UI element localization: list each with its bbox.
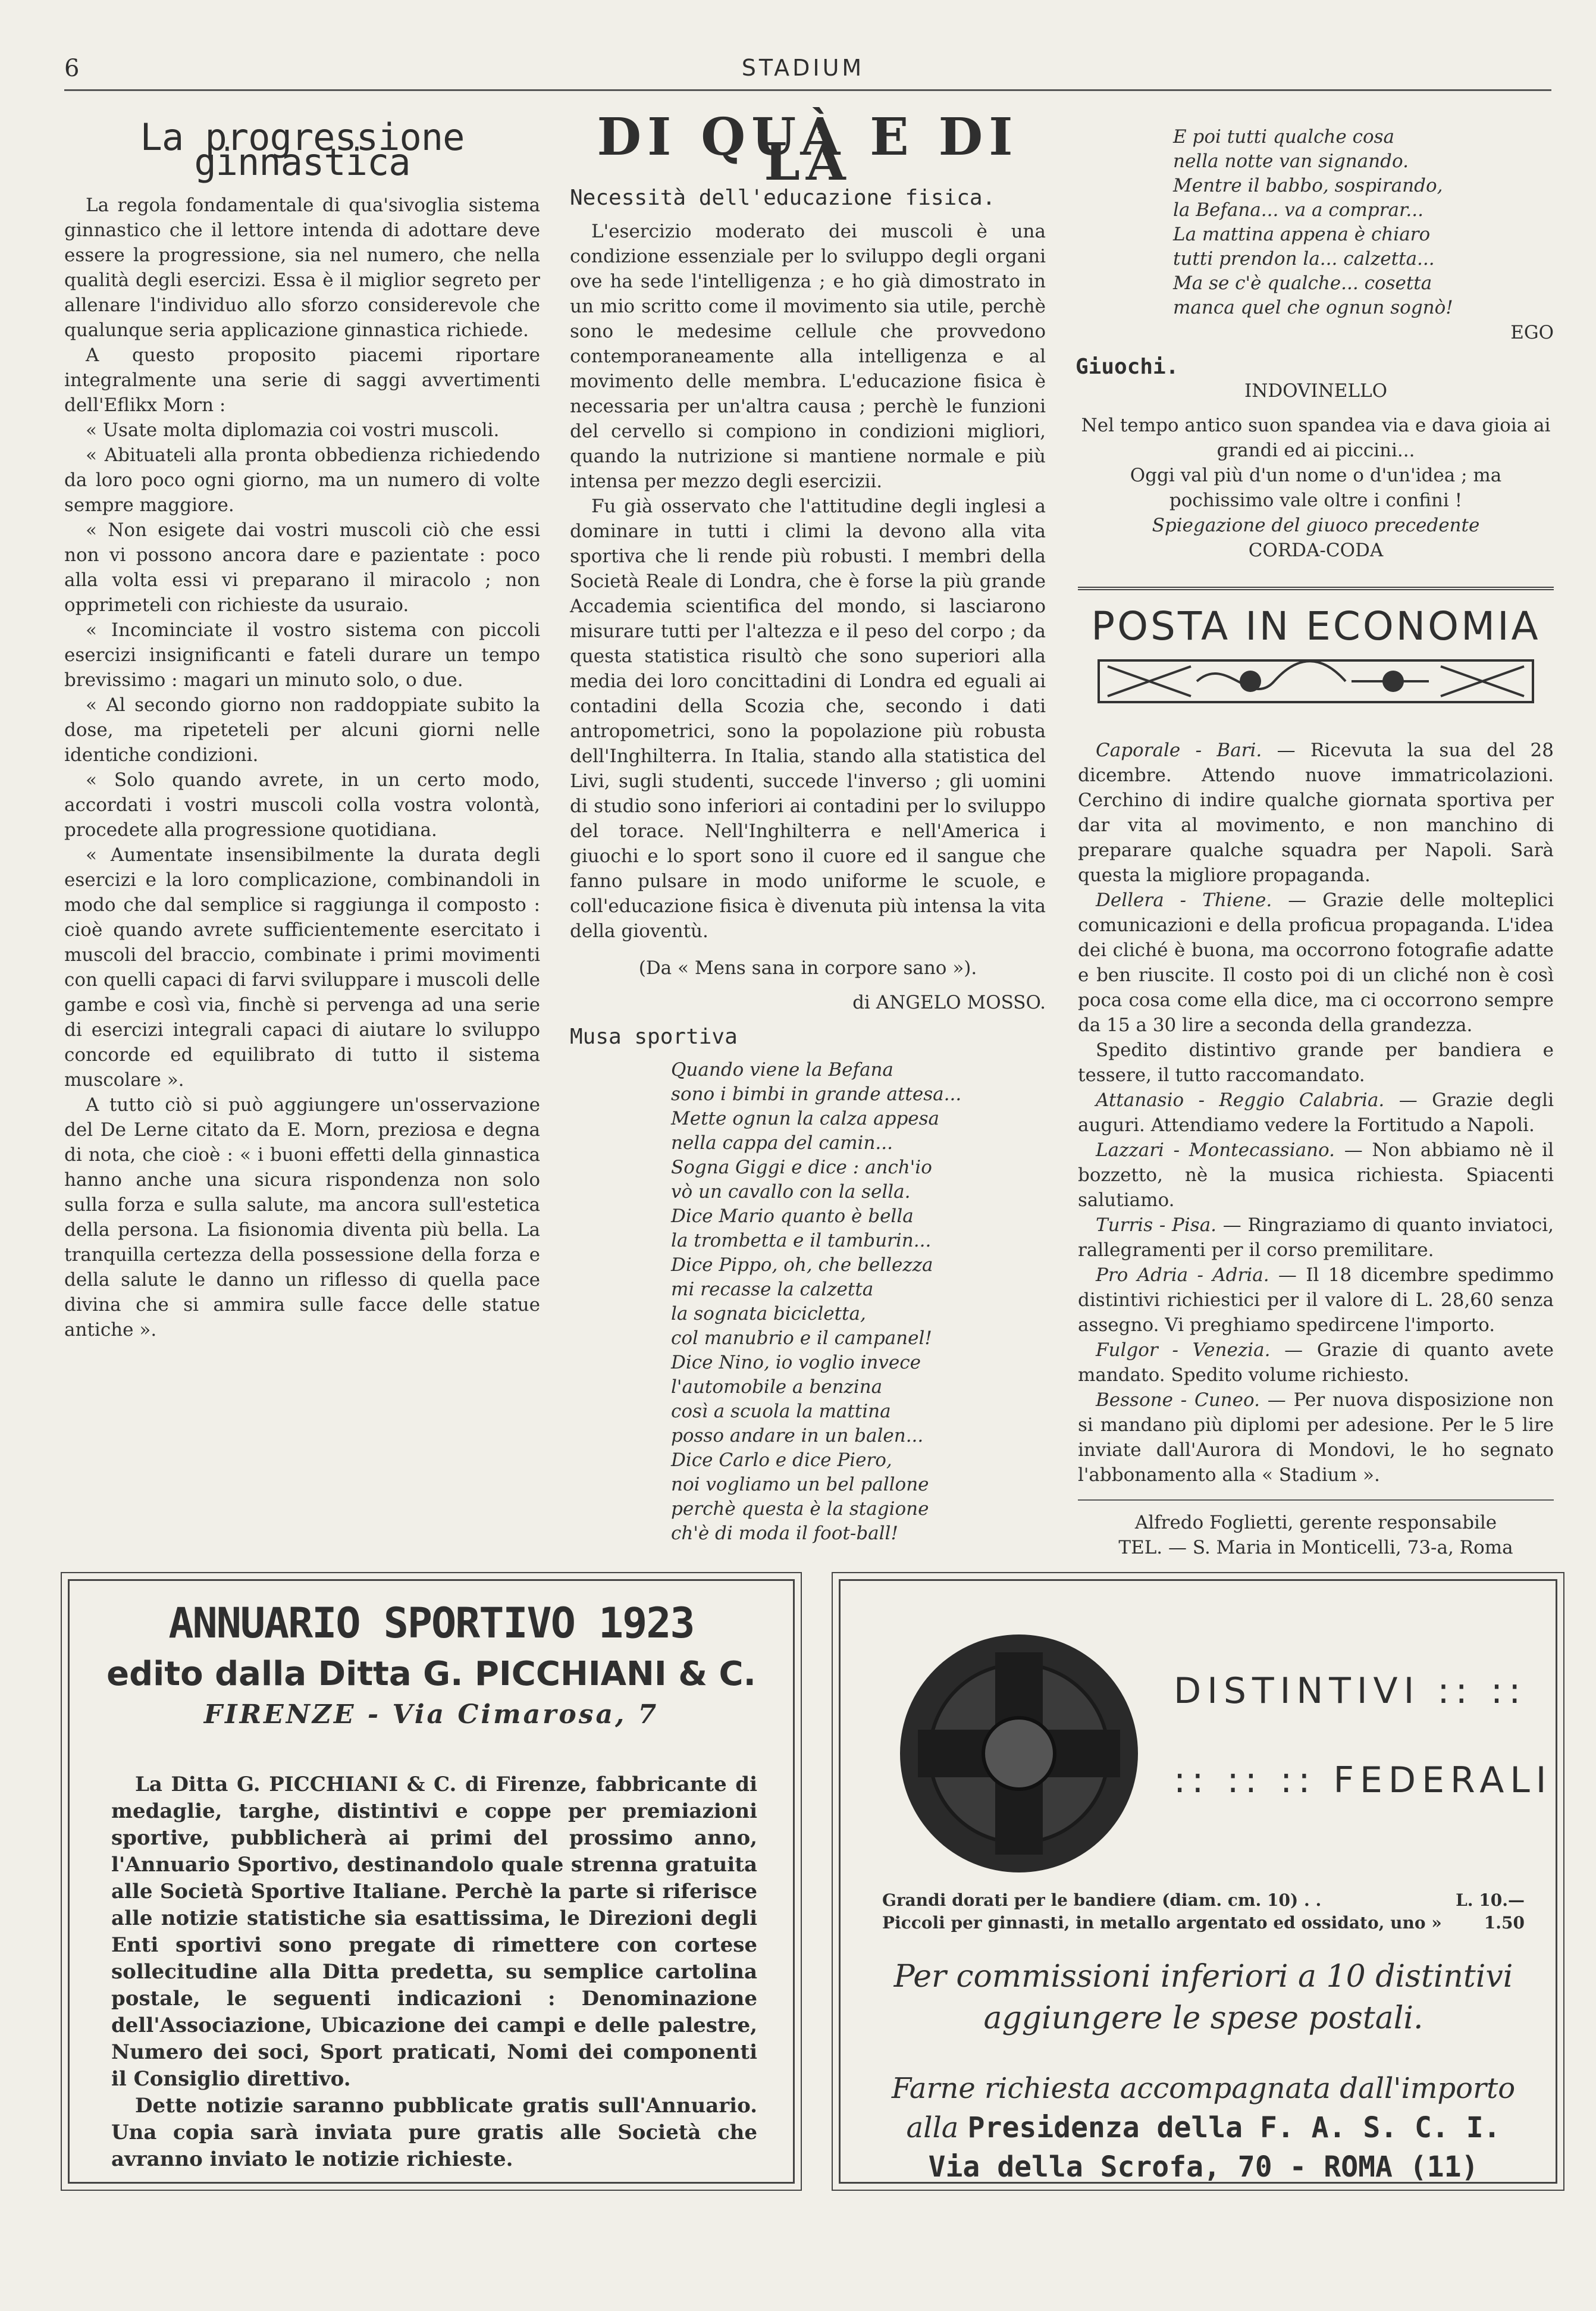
manager-credit: Alfredo Foglietti, gerente responsabile (1078, 1499, 1554, 1535)
price-list (882, 1889, 1525, 1934)
poem-line: Dice Carlo e dice Piero, (671, 1449, 892, 1471)
ad-line-federali: :: :: :: FEDERALI (1174, 1759, 1553, 1801)
paragraph: La regola fondamentale di qua'sivoglia sistema ginnastico che il lettore intenda di adottare deve essere la progressione, sia nel numero, che nella qualità degli esercizi. Essa è il miglior segreto per allenare l'individuo allo sforzo considerevole che qualunque seria applicazione ginnastica richiede. (64, 195, 540, 341)
paragraph: « Abituateli alla pronta obbedienza richiedendo da loro poco ogni giorno, ma un numero di volte sempre maggiore. (64, 444, 540, 516)
article-author: di ANGELO MOSSO. (852, 992, 1046, 1013)
paragraph: A tutto ciò si può aggiungere un'osservazione del De Lerne citato da E. Morn, preziosa e degna di nota, che cioè : « i buoni effetti della ginnastica hanno anche una sicura rispondenza non solo sulla forza e sulla salute, ma ancora sull'estetica della persona. La fisionomia diventa più bella. La tranquilla certezza della possessione della forza e della salute le danno un riflesso di quella pace divina che si ammira sulle facce delle statue antiche ». (64, 1094, 540, 1341)
poem-line: noi vogliamo un bel pallone (671, 1474, 929, 1495)
paragraph: L'esercizio moderato dei muscoli è una condizione essenziale per lo sviluppo degli organi ove ha sede l'intelligenza ; e ho già dimostrato in un mio scritto come il movimento sia utile, perchè sono le medesime cellule che provvedono contemporaneamente alla intelligenza e al movimento delle membra. L'educazione fisica è necessaria per un'altra causa ; perchè le funzioni del cervello si compiono in condizioni migliori, quando la nutrizione si mantiene normale e più intensa per mezzo degli esercizii. (570, 221, 1046, 492)
poem-line: così a scuola la mattina (671, 1401, 891, 1422)
poem-line: la trombetta e il tamburin... (671, 1230, 932, 1251)
poem-line: Dice Mario quanto è bella (671, 1205, 914, 1227)
posta-entry (1078, 1338, 1554, 1388)
order-instructions (876, 2069, 1531, 2187)
poem-line: perchè questa è la stagione (671, 1498, 929, 1520)
order-address-2: Via della Scrofa, 70 - ROMA (11) (928, 2150, 1479, 2184)
order-prefix: Farne richiesta accompagnata dall'importo alla (891, 2072, 1516, 2144)
article-title: La progressione ginnastica (140, 115, 465, 184)
posta-text: — Grazie degli auguri. Attendiamo vedere la Fortitudo a Napoli. (1078, 1089, 1554, 1136)
poem-line: la Befana... va a comprar... (1173, 199, 1423, 221)
poem-line: manca quel che ognun sognò! (1173, 297, 1453, 318)
paragraph: « Solo quando avrete, in un certo modo, accordati i vostri muscoli colla vostra volontà, procedete alla progressione quotidiana. (64, 769, 540, 841)
posta-recipient: Pro Adria - Adria. (1096, 1264, 1269, 1286)
decorative-banner-icon (1096, 649, 1536, 714)
ad-location: FIRENZE - Via Cimarosa, 7 (203, 1699, 659, 1730)
indovinello-line: Oggi val più d'un nome o d'un'idea ; ma pochissimo vale oltre i confini ! (1130, 465, 1502, 511)
poem-line: La mattina appena è chiaro (1173, 224, 1431, 245)
ad-distintivi (839, 1579, 1557, 2184)
poem-line: Dice Nino, io voglio invece (671, 1352, 921, 1373)
medal-badge-icon (894, 1629, 1144, 1878)
paragraph: A questo proposito piacemi riportare integralmente una serie di saggi avvertimenti dell'Eflikx Morn : (64, 345, 540, 416)
price-row (882, 1889, 1525, 1912)
price-row (882, 1912, 1525, 1934)
posta-text: — Il 18 dicembre spedimmo distintivi richiestici per il valore di L. 28,60 senza assegno. Vi preghiamo spedircene l'importo. (1078, 1264, 1554, 1336)
price-label: Grandi dorati per le bandiere (diam. cm. 10) . . (882, 1890, 1322, 1910)
poem-line: tutti prendon la... calzetta... (1173, 248, 1435, 270)
spiegazione-label: Spiegazione del giuoco precedente (1152, 515, 1480, 536)
posta-title: POSTA IN ECONOMIA (1091, 603, 1541, 649)
postage-note: Per commissioni inferiori a 10 distintivi aggiungere le spese postali. (893, 1959, 1513, 2036)
poem-line: nella cappa del camin... (671, 1132, 893, 1154)
posta-text: — Grazie delle molteplici comunicazioni e della proficua propaganda. L'idea dei cliché è buona, ma occorrono fotografie adatte e ben riuscite. Il costo poi di un cliché non è così poca cosa come ella dice, ma ci occorrono sempre da 15 a 30 lire a seconda della grandezza. (1078, 890, 1554, 1036)
giuochi-heading: Giuochi. (1076, 355, 1179, 379)
printer-credit: TEL. — S. Maria in Monticelli, 73-a, Roma (1118, 1537, 1513, 1558)
posta-text: — Grazie di quanto avete mandato. Spedito volume richiesto. (1078, 1339, 1554, 1386)
poem-line: vò un cavallo con la sella. (671, 1181, 911, 1203)
poem-line: ch'è di moda il foot-ball! (671, 1523, 898, 1544)
poem-line: nella notte van signando. (1173, 151, 1409, 172)
poem-line: E poi tutti qualche cosa (1173, 126, 1395, 148)
poem-line: la sognata bicicletta, (671, 1303, 866, 1324)
price-label: Piccoli per ginnasti, in metallo argentato ed ossidato, uno » (882, 1913, 1442, 1933)
poem-line: mi recasse la calzetta (671, 1279, 874, 1300)
posta-entry (1078, 1038, 1554, 1088)
posta-entry (1078, 738, 1554, 888)
paragraph: « Non esigete dai vostri muscoli ciò che essi non vi possono ancora dare e pazientate : poco alla volta essi vi preparano il miracolo ; non opprimeteli con richieste da usuraio. (64, 519, 540, 616)
posta-entry (1078, 1213, 1554, 1263)
indovinello-line: Nel tempo antico suon spandea via e dava gioia ai grandi ed ai piccini... (1081, 415, 1551, 461)
article-progressione (64, 115, 540, 1342)
page-number: 6 (64, 55, 80, 82)
section-title: DI QUÀ E DI LÀ (597, 107, 1019, 192)
posta-text: — Ricevuta la sua del 28 dicembre. Attendo nuove immatricolazioni. Cerchino di indire qualche giornata sportiva per dar vita al movimento, e non manchino di preparare qualche squadra per Napoli. Sarà questa la migliore propaganda. (1078, 740, 1554, 886)
price-value: L. 10.— (1456, 1890, 1525, 1910)
posta-recipient: Turris - Pisa. (1096, 1214, 1217, 1236)
ad-title: ANNUARIO SPORTIVO 1923 (168, 1599, 694, 1648)
masthead: STADIUM (741, 55, 865, 81)
article-subtitle: Necessità dell'educazione fisica. (570, 186, 996, 210)
poem-line: l'automobile a benzina (671, 1376, 883, 1398)
paragraph: « Al secondo giorno non raddoppiate subito la dose, ma ripeteteli per alcuni giorni nelle identiche condizioni. (64, 694, 540, 766)
ad-paragraph: Dette notizie saranno pubblicate gratis sull'Annuario. Una copia sarà inviata pure gratis alle Società che avranno inviato le notizie richieste. (111, 2094, 757, 2171)
posta-recipient: Caporale - Bari. (1096, 740, 1262, 761)
ad-body (111, 1771, 757, 2173)
poem-line: col manubrio e il campanel! (671, 1327, 932, 1349)
section-divider (1078, 587, 1554, 590)
posta-recipient: Attanasio - Reggio Calabria. (1096, 1089, 1385, 1111)
poem-title: Musa sportiva (570, 1025, 738, 1049)
posta-entry (1078, 1388, 1554, 1488)
posta-recipient: Bessone - Cuneo. (1096, 1389, 1260, 1411)
ad-subtitle: edito dalla Ditta G. PICCHIANI & C. (106, 1655, 756, 1693)
column-3 (1078, 125, 1554, 1560)
ad-annuario-sportivo (68, 1579, 795, 2184)
posta-entry (1078, 1138, 1554, 1213)
paragraph: Fu già osservato che l'attitudine degli inglesi a dominare in tutti i climi la devono alla vita sportiva che li rende più robusti. I membri della Società Reale di Londra, che è forse la più grande Accademia scientifica del mondo, si lasciarono misurare tutti per l'altezza e il peso del corpo ; da questa statistica risultò che sono superiori alla media dei loro concittadini di Londra ed eguali ai contadini della Scozia che, secondo i dati antropometrici, sono la popolazione più robusta dell'Inghilterra. In Italia, stando alla statistica del Livi, sugli studenti, succede l'inverso ; gli uomini di studio sono inferiori ai contadini per lo sviluppo del torace. Nell'Inghilterra e nell'America i giuochi e lo sport sono il cuore ed il sangue che fanno pulsare in modo uniforme le scuole, e coll'educazione fisica è divenuta più intensa la vita della gioventù. (570, 496, 1046, 942)
posta-text: — Non abbiamo nè il bozzetto, nè la musica richiesta. Spiacenti salutiamo. (1078, 1139, 1554, 1211)
posta-text: — Ringraziamo di quanto inviatoci, rallegramenti per il corso premilitare. (1078, 1214, 1554, 1261)
poem-line: Mette ognun la calza appesa (671, 1108, 940, 1129)
poem-line: Dice Pippo, oh, che bellezza (671, 1254, 933, 1276)
poem-line: sono i bimbi in grande attesa... (671, 1084, 962, 1105)
poem-part-1 (671, 1058, 1046, 1546)
posta-recipient: Dellera - Thiene. (1096, 890, 1272, 911)
posta-recipient: Lazzari - Montecassiano. (1096, 1139, 1335, 1161)
ad-line-distintivi: DISTINTIVI :: :: (1174, 1670, 1527, 1712)
poem-line: Ma se c'è qualche... cosetta (1173, 273, 1432, 294)
poem-part-2 (1173, 125, 1554, 320)
price-value: 1.50 (1484, 1913, 1525, 1933)
posta-text: — Per nuova disposizione non si mandano più diplomi per adesione. Per le 5 lire inviate dall'Aurora di Mondovi, le ho segnato l'abbonamento alla « Stadium ». (1078, 1389, 1554, 1486)
poem-line: posso andare in un balen... (671, 1425, 924, 1446)
order-address-1: Presidenza della F. A. S. C. I. (967, 2111, 1501, 2144)
header-rule (64, 89, 1551, 91)
spiegazione-answer: CORDA-CODA (1248, 540, 1384, 561)
article-di-qua-e-di-la (570, 107, 1046, 1546)
posta-recipient: Fulgor - Venezia. (1096, 1339, 1271, 1361)
article-source: (Da « Mens sana in corpore sano »). (638, 957, 977, 979)
paragraph: « Incominciate il vostro sistema con piccoli esercizi insignificanti e fateli durare un tempo brevissimo : magari un minuto solo, o due. (64, 619, 540, 691)
posta-entries (1078, 738, 1554, 1488)
posta-entry (1078, 1263, 1554, 1338)
paragraph: « Aumentate insensibilmente la durata degli esercizi e la loro complicazione, combinandoli in modo che dal semplice si raggiunga il composto : cioè quando avrete sufficientemente esercitato i muscoli del braccio, combinate i primi movimenti con quelli capaci di farvi sviluppare i muscoli delle gambe e così via, finchè si pervenga ad una serie di esercizi integrali capaci di aiutare lo sviluppo concorde ed equilibrato di tutto il sistema muscolare ». (64, 844, 540, 1091)
indovinello-title: INDOVINELLO (1244, 380, 1388, 402)
posta-entry (1078, 1088, 1554, 1138)
poem-line: Mentre il babbo, sospirando, (1173, 175, 1443, 196)
poem-line: Quando viene la Befana (671, 1059, 893, 1081)
posta-text: Spedito distintivo grande per bandiera e tessere, il tutto raccomandato. (1078, 1039, 1554, 1086)
paragraph: « Usate molta diplomazia coi vostri muscoli. (86, 419, 500, 441)
ad-paragraph: La Ditta G. PICCHIANI & C. di Firenze, fabbricante di medaglie, targhe, distintivi e coppe per premiazioni sportive, pubblicherà ai primi del prossimo anno, l'Annuario Sportivo, destinandolo quale strenna gratuita alle Società Sportive Italiane. Perchè la parte si riferisce alle notizie statistiche sia esattissima, le Direzioni degli Enti sportivi sono pregate di rimettere con cortese sollecitudine alla Ditta predetta, su semplice cartolina postale, le seguenti indicazioni : Denominazione dell'Associazione, Ubicazione dei campi e delle palestre, Numero dei soci, Sport praticati, Nomi dei componenti il Consiglio direttivo. (111, 1773, 757, 2091)
posta-entry (1078, 888, 1554, 1038)
poem-line: Sogna Giggi e dice : anch'io (671, 1157, 932, 1178)
poem-signature: EGO (1510, 322, 1554, 343)
